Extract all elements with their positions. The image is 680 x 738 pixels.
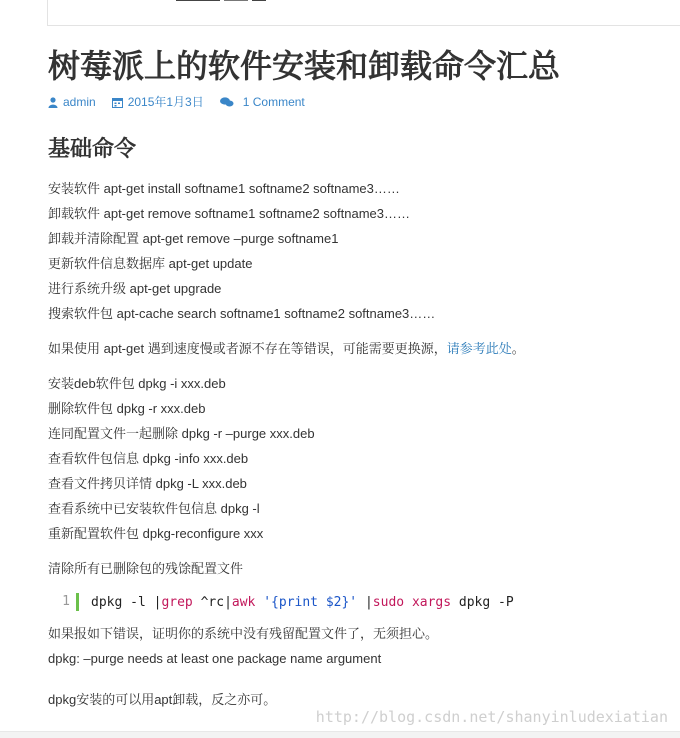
meta-date[interactable] [112, 94, 204, 110]
list-item: 删除软件包 dpkg -r xxx.deb [48, 401, 206, 416]
calendar-icon [112, 97, 123, 108]
article [48, 40, 668, 712]
list-item: 卸载并清除配置 apt-get remove –purge softname1 [48, 231, 339, 246]
code-token: dpkg -l [91, 594, 154, 610]
bottom-border [0, 731, 680, 738]
code-line[interactable] [79, 595, 514, 610]
page-title: 树莓派上的软件安装和卸载命令汇总 [48, 47, 561, 85]
code-token: xargs [411, 594, 452, 610]
reference-link[interactable]: 请参考此处 [446, 341, 512, 356]
header-image-frame [47, 0, 680, 26]
code-token: sudo [372, 594, 405, 610]
source-note-end: 。 [511, 341, 525, 356]
author-link[interactable]: admin [63, 95, 96, 109]
section-heading: 基础命令 [48, 137, 137, 162]
code-token: dpkg -P [451, 594, 514, 610]
command-list-apt [48, 176, 668, 326]
list-item: 查看文件拷贝详情 dpkg -L xxx.deb [48, 476, 247, 491]
list-item: 重新配置软件包 dpkg-reconfigure xxx [48, 526, 264, 541]
list-item: 查看软件包信息 dpkg -info xxx.deb [48, 451, 249, 466]
code-token: | [364, 594, 373, 610]
list-item: 搜索软件包 apt-cache search softname1 softname2 softname3…… [48, 306, 436, 321]
post-meta [48, 94, 668, 110]
code-token [357, 595, 365, 610]
meta-author[interactable] [48, 94, 96, 110]
line-number: 1 [48, 593, 79, 611]
list-item: 卸载软件 apt-get remove softname1 softname2 softname3…… [48, 206, 410, 221]
after-code-notes [48, 621, 668, 671]
list-item: 安装deb软件包 dpkg -i xxx.deb [48, 376, 226, 391]
date-link[interactable]: 2015年1月3日 [127, 95, 204, 109]
list-item: 如果报如下错误，证明你的系统中没有残留配置文件了，无须担心。 [48, 626, 439, 641]
list-item: 更新软件信息数据库 apt-get update [48, 256, 253, 271]
comments-link[interactable]: 1 Comment [242, 95, 305, 109]
clean-note: 清除所有已删除包的残馀配置文件 [48, 561, 244, 576]
code-token [404, 595, 412, 610]
command-list-dpkg [48, 371, 668, 546]
code-token: | [224, 594, 232, 610]
code-token: '{print $2}' [263, 594, 358, 610]
user-icon [48, 97, 58, 108]
code-token: grep [161, 594, 193, 610]
source-note [48, 336, 668, 361]
last-line: dpkg安装的可以用apt卸载，反之亦可。 [48, 692, 277, 707]
list-item: dpkg: –purge needs at least one package name argument [48, 651, 382, 666]
code-block[interactable] [48, 587, 668, 617]
source-note-text: 如果使用 apt-get 遇到速度慢或者源不存在等错误，可能需要更换源， [48, 341, 447, 356]
header-image-fragment [176, 0, 266, 3]
watermark: http://blog.csdn.net/shanyinludexiatian [315, 708, 668, 726]
code-token: awk [231, 594, 256, 610]
list-item: 连同配置文件一起删除 dpkg -r –purge xxx.deb [48, 426, 315, 441]
list-item: 安装软件 apt-get install softname1 softname2 softname3…… [48, 181, 400, 196]
code-token: ^rc [192, 594, 225, 610]
list-item: 进行系统升级 apt-get upgrade [48, 281, 222, 296]
comments-icon [220, 97, 234, 108]
code-token: | [153, 594, 162, 610]
list-item: 查看系统中已安装软件包信息 dpkg -l [48, 501, 260, 516]
meta-comments[interactable] [220, 94, 305, 110]
